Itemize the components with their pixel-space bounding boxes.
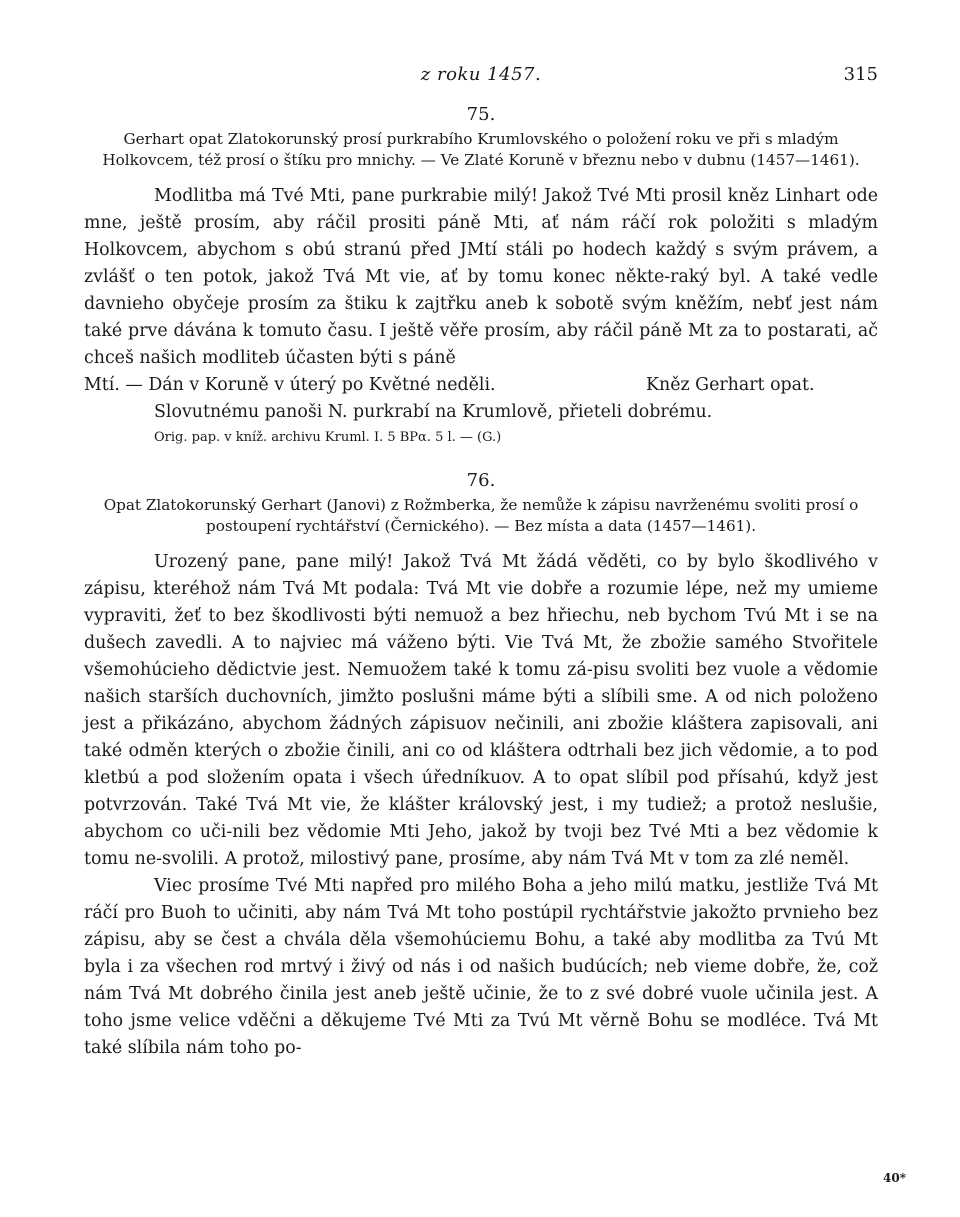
closing-line	[84, 372, 878, 399]
document-body	[84, 183, 878, 450]
body-paragraph: Urozený pane, pane milý! Jakož Tvá Mt žádá věděti, co by bylo škodlivého v zápisu, kteréhož nám Tvá Mt podala: Tvá Mt vie dobře a rozumie lépe, než my umieme vypraviti, žeť to bez škodlivosti býti nemuož a bez hřiechu, neb bychom Tvú Mt i se na dušech zavedli. A to najviec má váženo býti. Vie Tvá Mt, že zbožie samého Stvořitele všemohúcieho dědictvie jest. Nemuožem také k tomu zá-pisu svoliti bez vuole a vědomie našich starších duchovních, jimžto poslušni máme býti a slíbili sme. A od nich položeno jest a přikázáno, abychom žádných zápisuov nečinili, ani zbožie kláštera zapisovali, ani také odměn kterých o zbožie činili, ani co od kláštera odtrhali bez jich vědomie, a to pod kletbú a pod složením opata i všech úředníkuov. A to opat slíbil pod přísahú, když jest potvrzován. Také Tvá Mt vie, že klášter královský jest, i my tudiež; a protož neslušie, abychom co uči-nili bez vědomie Mti Jeho, jakož by tvoji bez Tvé Mti a bez vědomie k tomu ne-svolili. A protož, milostivý pane, prosíme, aby nám Tvá Mt v tom za zlé neměl.	[84, 552, 878, 869]
document-body	[84, 549, 878, 1062]
document-number: 75.	[466, 104, 496, 125]
page	[84, 60, 878, 1062]
body-paragraph: Modlitba má Tvé Mti, pane purkrabie milý! Jakož Tvé Mti prosil kněz Linhart ode mne, ještě prosím, aby ráčil prositi páně Mti, ať nám ráčí rok položiti s mladým Holkovcem, abychom s obú stranú před JMtí stáli po hodech každý s svým právem, a zvlášť o ten potok, jakož Tvá Mt vie, ať by tomu konec někte-raký byl. A také vedle davnieho obyčeje prosím za štiku k zajtřku aneb k sobotě svým kněžím, nebť jest nám také prve dávána k tomuto času. I ještě věře prosím, aby ráčil páně Mt za to postarati, ač chceš našich modliteb účasten býti s páně	[84, 186, 878, 368]
body-paragraph: Viec prosíme Tvé Mti napřed pro milého Boha a jeho milú matku, jestliže Tvá Mt ráčí pro Buoh to učiniti, aby nám Tvá Mt toho postúpil rychtářstvie jakožto prvnieho bez zápisu, aby se čest a chvála děla všemohúciemu Bohu, a také aby modlitba za Tvú Mt byla i za všechen rod mrtvý i živý od nás i od našich budúcích; neb vieme dobře, že, což nám Tvá Mt dobrého činila jest aneb ještě učinie, že to z své dobré vuole učinila jest. A toho jsme velice vděčni a děkujeme Tvé Mti za Tvú Mt věrně Bohu se modléce. Tvá Mt také slíbila nám toho po-	[84, 876, 878, 1058]
signature: Kněz Gerhart opat.	[646, 375, 815, 395]
signature-mark: 40*	[883, 1171, 906, 1185]
page-number: 315	[843, 64, 878, 85]
source-note: Orig. pap. v kníž. archivu Kruml. I. 5 BPα. 5 l. — (G.)	[154, 430, 502, 445]
document-regest: Gerhart opat Zlatokorunský prosí purkrabího Krumlovského o položení roku ve při s mladým Holkovcem, též prosí o štíku pro mnichy. — Ve Zlaté Koruně v březnu nebo v dubnu (1457—1461).	[102, 130, 860, 169]
document-number: 76.	[466, 470, 496, 491]
document-75	[84, 104, 878, 450]
running-title: z roku 1457.	[420, 64, 542, 85]
document-regest: Opat Zlatokorunský Gerhart (Janovi) z Rožmberka, že nemůže k zápisu navrženému svoliti prosí o postoupení rychtářství (Černického). — Bez místa a data (1457—1461).	[103, 496, 859, 535]
page-header	[84, 60, 878, 90]
dating-clause: Mtí. — Dán v Koruně v úterý po Květné neděli.	[84, 375, 496, 395]
document-76	[84, 470, 878, 1062]
address: Slovutnému panoši N. purkrabí na Krumlově, přieteli dobrému.	[154, 402, 713, 422]
